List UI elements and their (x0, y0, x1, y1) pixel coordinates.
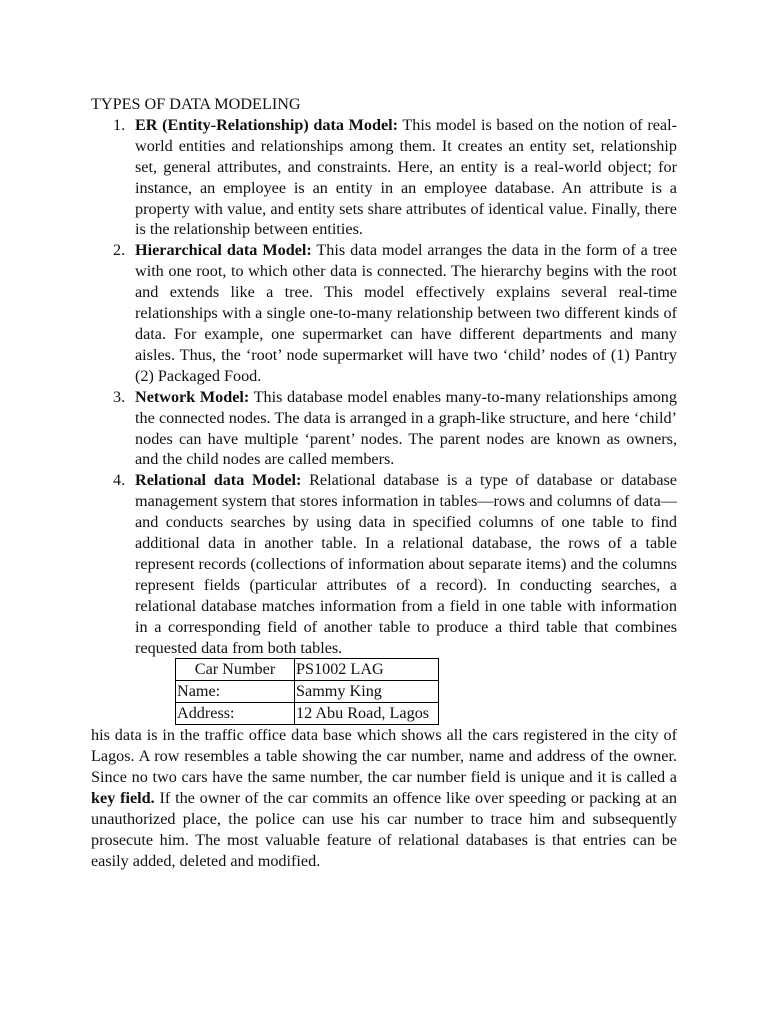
field-label: Name: (176, 681, 295, 703)
list-number: 2. (113, 241, 126, 260)
item-term: ER (Entity-Relationship) data Model: (135, 115, 399, 134)
document-body (91, 94, 677, 872)
key-field-term: key field. (91, 788, 155, 807)
field-value: PS1002 LAG (295, 659, 439, 681)
table-row (176, 703, 439, 725)
field-value: 12 Abu Road, Lagos (295, 703, 439, 725)
table-row (176, 659, 439, 681)
item-term: Hierarchical data Model: (135, 241, 312, 260)
table-row (176, 681, 439, 703)
item-term: Network Model: (135, 387, 250, 406)
list-item (91, 115, 677, 240)
list-item (91, 470, 677, 658)
data-model-list (91, 115, 677, 659)
item-description: This model is based on the notion of real-world entities and relationships among them. It creates an entity set, relationship set, general attributes, and constraints. Here, an entity is a real-world object; for instance, an employee is an entity in an employee database. An attribute is a property with value, and entity sets share attributes of identical value. Finally, there is the relationship between entities. (135, 115, 677, 239)
field-label: Car Number (176, 659, 295, 681)
list-number: 1. (113, 115, 126, 134)
field-value: Sammy King (295, 681, 439, 703)
closing-paragraph (91, 725, 677, 871)
document-heading: TYPES OF DATA MODELING (91, 95, 301, 113)
list-item (91, 240, 677, 386)
item-term: Relational data Model: (135, 471, 302, 490)
paragraph-text: his data is in the traffic office data base which shows all the cars registered in the city of Lagos. A row resembles a table showing the car number, name and address of the owner. Since no two cars have the same number, the car number field is unique and it is called a (91, 726, 677, 786)
list-item (91, 387, 677, 471)
item-description: Relational database is a type of database or database management system that stores information in tables—rows and columns of data—and conducts searches by using data in specified columns of one table to find additional data in another table. In a relational database, the rows of a table represent records (collections of information about separate items) and the columns represent fields (particular attributes of a record). In conducting searches, a relational database matches information from a field in one table with information in a corresponding field of another table to produce a third table that combines requested data from both tables. (135, 471, 677, 657)
paragraph-text: If the owner of the car commits an offence like over speeding or packing at an unauthorized place, the police can use his car number to trace him and subsequently prosecute him. The most valuable feature of relational databases is that entries can be easily added, deleted and modified. (91, 788, 677, 870)
field-label: Address: (176, 703, 295, 725)
list-number: 4. (113, 471, 126, 490)
item-description: This database model enables many-to-many relationships among the connected nodes. The data is arranged in a graph-like structure, and here ‘child’ nodes can have multiple ‘parent’ nodes. The parent nodes are known as owners, and the child nodes are called members. (135, 387, 677, 469)
car-record-table (175, 658, 439, 725)
item-description: This data model arranges the data in the form of a tree with one root, to which other data is connected. The hierarchy begins with the root and extends like a tree. This model effectively explains several real-time relationships with a single one-to-many relationship between two different kinds of data. For example, one supermarket can have different departments and many aisles. Thus, the ‘root’ node supermarket will have two ‘child’ nodes of (1) Pantry (2) Packaged Food. (135, 241, 678, 385)
list-number: 3. (113, 387, 126, 406)
